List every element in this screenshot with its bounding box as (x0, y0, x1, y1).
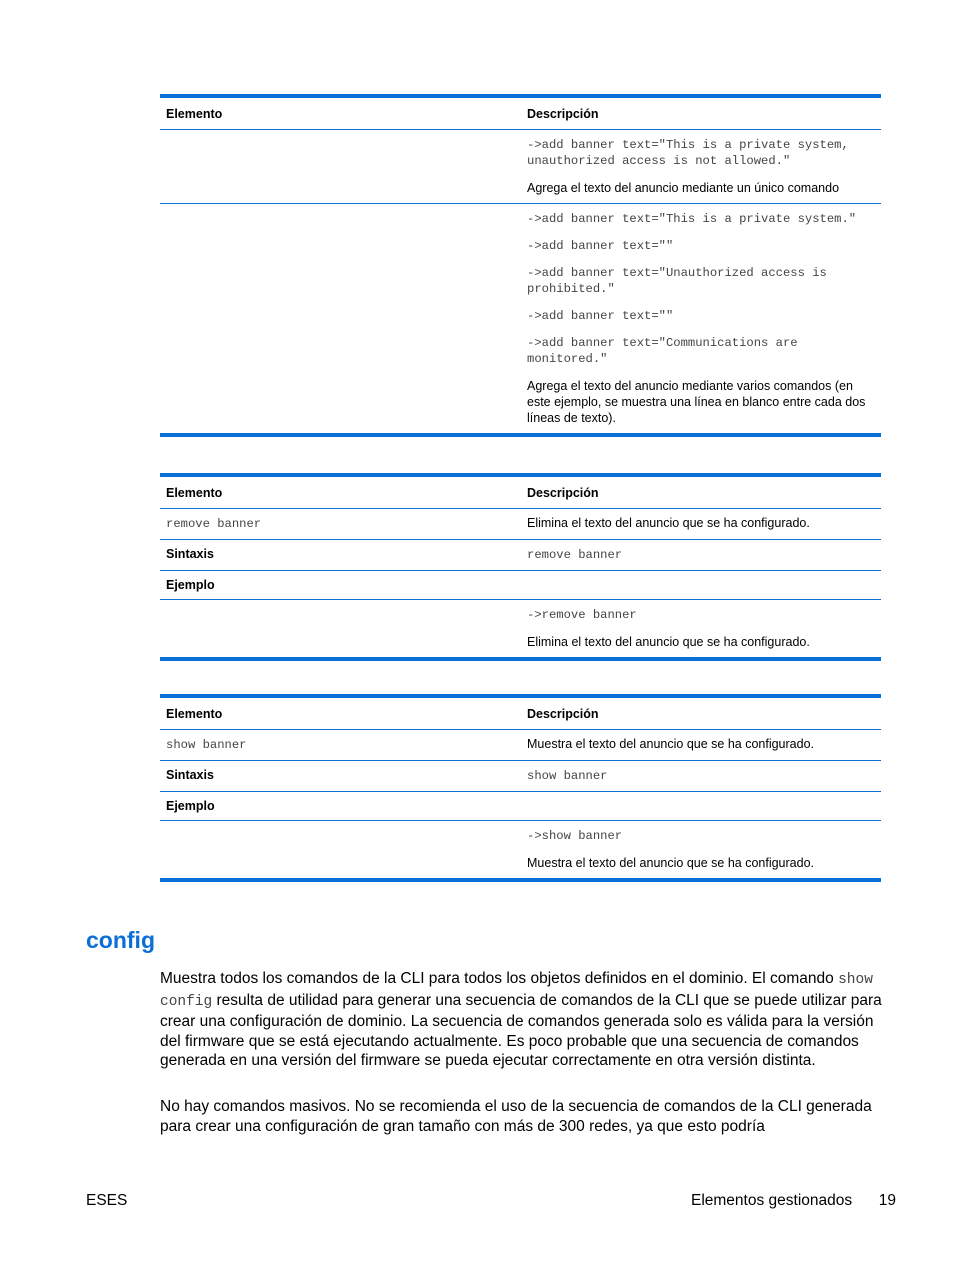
table-row (160, 730, 881, 760)
table-row (160, 760, 881, 791)
command-name: show banner (166, 738, 247, 752)
code-example: ->add banner text="This is a private system, unauthorized access is not allowed." (527, 138, 849, 168)
syntax-label: Sintaxis (166, 768, 214, 782)
table-row (160, 539, 881, 570)
command-description: Muestra el texto del anuncio que se ha configurado. (527, 737, 814, 751)
code-example: ->add banner text="This is a private system." (527, 212, 857, 226)
example-code: ->show banner (527, 829, 623, 843)
section-paragraph-2: No hay comandos masivos. No se recomienda el uso de la secuencia de comandos de la CLI generada para crear una configuración de gran tamaño con más de 300 redes, ya que esto podría (160, 1098, 872, 1135)
table-header (160, 698, 881, 730)
table-header (160, 98, 881, 130)
example-label: Ejemplo (166, 578, 215, 592)
code-example: ->add banner text="Communications are monitored." (527, 336, 798, 366)
syntax-value: remove banner (527, 548, 623, 562)
example-description: Elimina el texto del anuncio que se ha configurado. (527, 635, 810, 649)
syntax-label: Sintaxis (166, 547, 214, 561)
table-row (160, 570, 881, 599)
header-elemento: Elemento (166, 707, 223, 721)
page-number: 19 (878, 1192, 896, 1209)
table-row (160, 203, 881, 433)
code-example: ->add banner text="Unauthorized access is prohibited." (527, 266, 827, 296)
footer-right (691, 1192, 896, 1210)
remove-banner-table (160, 473, 881, 661)
header-elemento: Elemento (166, 107, 223, 121)
example-code: ->remove banner (527, 608, 637, 622)
table-row (160, 130, 881, 203)
inline-code: show config (160, 972, 873, 1010)
command-description: Elimina el texto del anuncio que se ha configurado. (527, 516, 810, 530)
header-elemento: Elemento (166, 486, 223, 500)
code-example: ->add banner text="" (527, 309, 674, 323)
syntax-value: show banner (527, 769, 608, 783)
table-row (160, 791, 881, 820)
table-row (160, 509, 881, 539)
banner-add-table (160, 94, 881, 437)
footer-section-name: Elementos gestionados (690, 1192, 853, 1209)
table-row (160, 599, 881, 657)
section-heading: config (86, 927, 155, 953)
header-descripcion: Descripción (527, 107, 599, 121)
table-header (160, 477, 881, 509)
code-example: ->add banner text="" (527, 239, 674, 253)
command-name: remove banner (166, 517, 262, 531)
table-row (160, 820, 881, 878)
section-paragraph-1: Muestra todos los comandos de la CLI para todos los objetos definidos en el dominio. El comando show config resulta de utilidad para generar una secuencia de comandos de la CLI que se puede utilizar para crear una configuración de dominio. La secuencia de comandos generada solo es válida para la versión del firmware que se está ejecutando actualmente. Es poco probable que una secuencia de comandos generada en una versión del firmware se pueda ejecutar correctamente en otra versión distinta. (160, 970, 882, 1070)
example-label: Ejemplo (166, 799, 215, 813)
footer-left: ESES (86, 1192, 128, 1209)
example-description: Muestra el texto del anuncio que se ha configurado. (527, 856, 814, 870)
show-banner-table (160, 694, 881, 882)
header-descripcion: Descripción (527, 486, 599, 500)
header-descripcion: Descripción (527, 707, 599, 721)
row-description: Agrega el texto del anuncio mediante varios comandos (en este ejemplo, se muestra una línea en blanco entre cada dos líneas de texto). (527, 379, 866, 425)
row-description: Agrega el texto del anuncio mediante un único comando (527, 181, 840, 195)
